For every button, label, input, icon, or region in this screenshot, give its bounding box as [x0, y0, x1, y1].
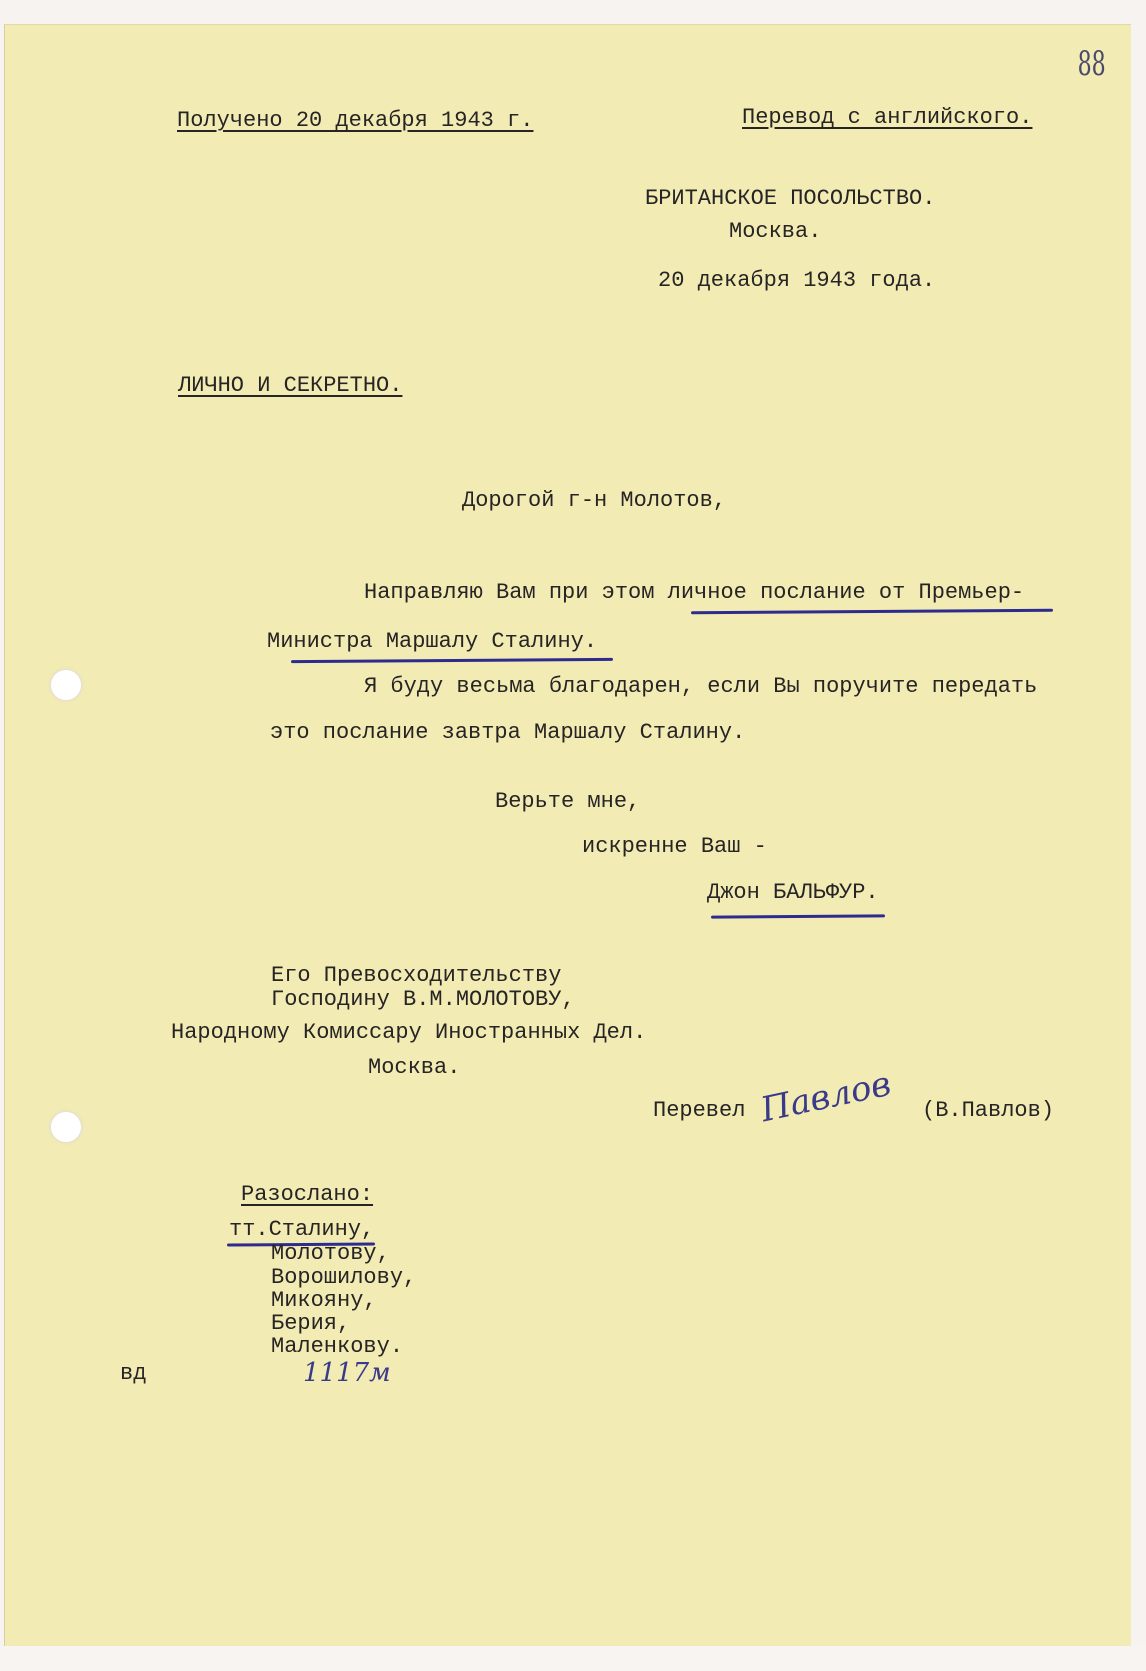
- distribution-recipient: Берия,: [271, 1311, 351, 1336]
- letter-date: 20 декабря 1943 года.: [658, 268, 936, 293]
- distribution-recipient: Молотову,: [271, 1241, 390, 1266]
- translator-name: (В.Павлов): [922, 1098, 1055, 1123]
- registration-number: 1117м: [303, 1358, 391, 1388]
- sender-city: Москва.: [729, 219, 822, 244]
- distribution-recipient: Маленкову.: [271, 1334, 404, 1359]
- punch-hole-top: [51, 670, 81, 700]
- distribution-title: Разослано:: [241, 1182, 374, 1207]
- translator-label: Перевел: [653, 1098, 746, 1123]
- addressee-line-3: Народному Комиссару Иностранных Дел.: [171, 1020, 647, 1045]
- addressee-line-4: Москва.: [368, 1055, 461, 1080]
- closing-line-1: Верьте мне,: [495, 789, 641, 814]
- translator-signature: Павлов: [757, 1063, 895, 1131]
- distribution-recipient: Ворошилову,: [271, 1265, 417, 1290]
- typist-initials: вд: [120, 1361, 147, 1386]
- body-line-3: Я буду весьма благодарен, если Вы поручите передать: [364, 674, 1038, 699]
- page-number: 88: [1077, 44, 1106, 84]
- distribution-recipient: тт.Сталину,: [229, 1217, 375, 1242]
- punch-hole-bottom: [51, 1112, 81, 1142]
- received-stamp: Получено 20 декабря 1943 г.: [177, 108, 534, 133]
- closing-line-2: искренне Ваш -: [582, 834, 767, 859]
- translation-note: Перевод с английского.: [742, 105, 1033, 130]
- addressee-line-2: Господину В.М.МОЛОТОВУ,: [271, 987, 575, 1012]
- closing-signature: Джон БАЛЬФУР.: [707, 880, 879, 905]
- scan-bottom-margin: [0, 1646, 1146, 1671]
- embassy-name: БРИТАНСКОЕ ПОСОЛЬСТВО.: [645, 186, 936, 211]
- body-line-4: это послание завтра Маршалу Сталину.: [270, 720, 746, 745]
- distribution-recipient: Микояну,: [271, 1288, 377, 1313]
- body-line-1: Направляю Вам при этом личное послание от Премьер-: [364, 580, 1025, 605]
- document-page: [4, 24, 1131, 1665]
- classification-mark: ЛИЧНО И СЕКРЕТНО.: [178, 373, 403, 398]
- addressee-line-1: Его Превосходительству: [271, 963, 562, 988]
- body-line-2: Министра Маршалу Сталину.: [267, 629, 598, 654]
- salutation: Дорогой г-н Молотов,: [462, 488, 727, 513]
